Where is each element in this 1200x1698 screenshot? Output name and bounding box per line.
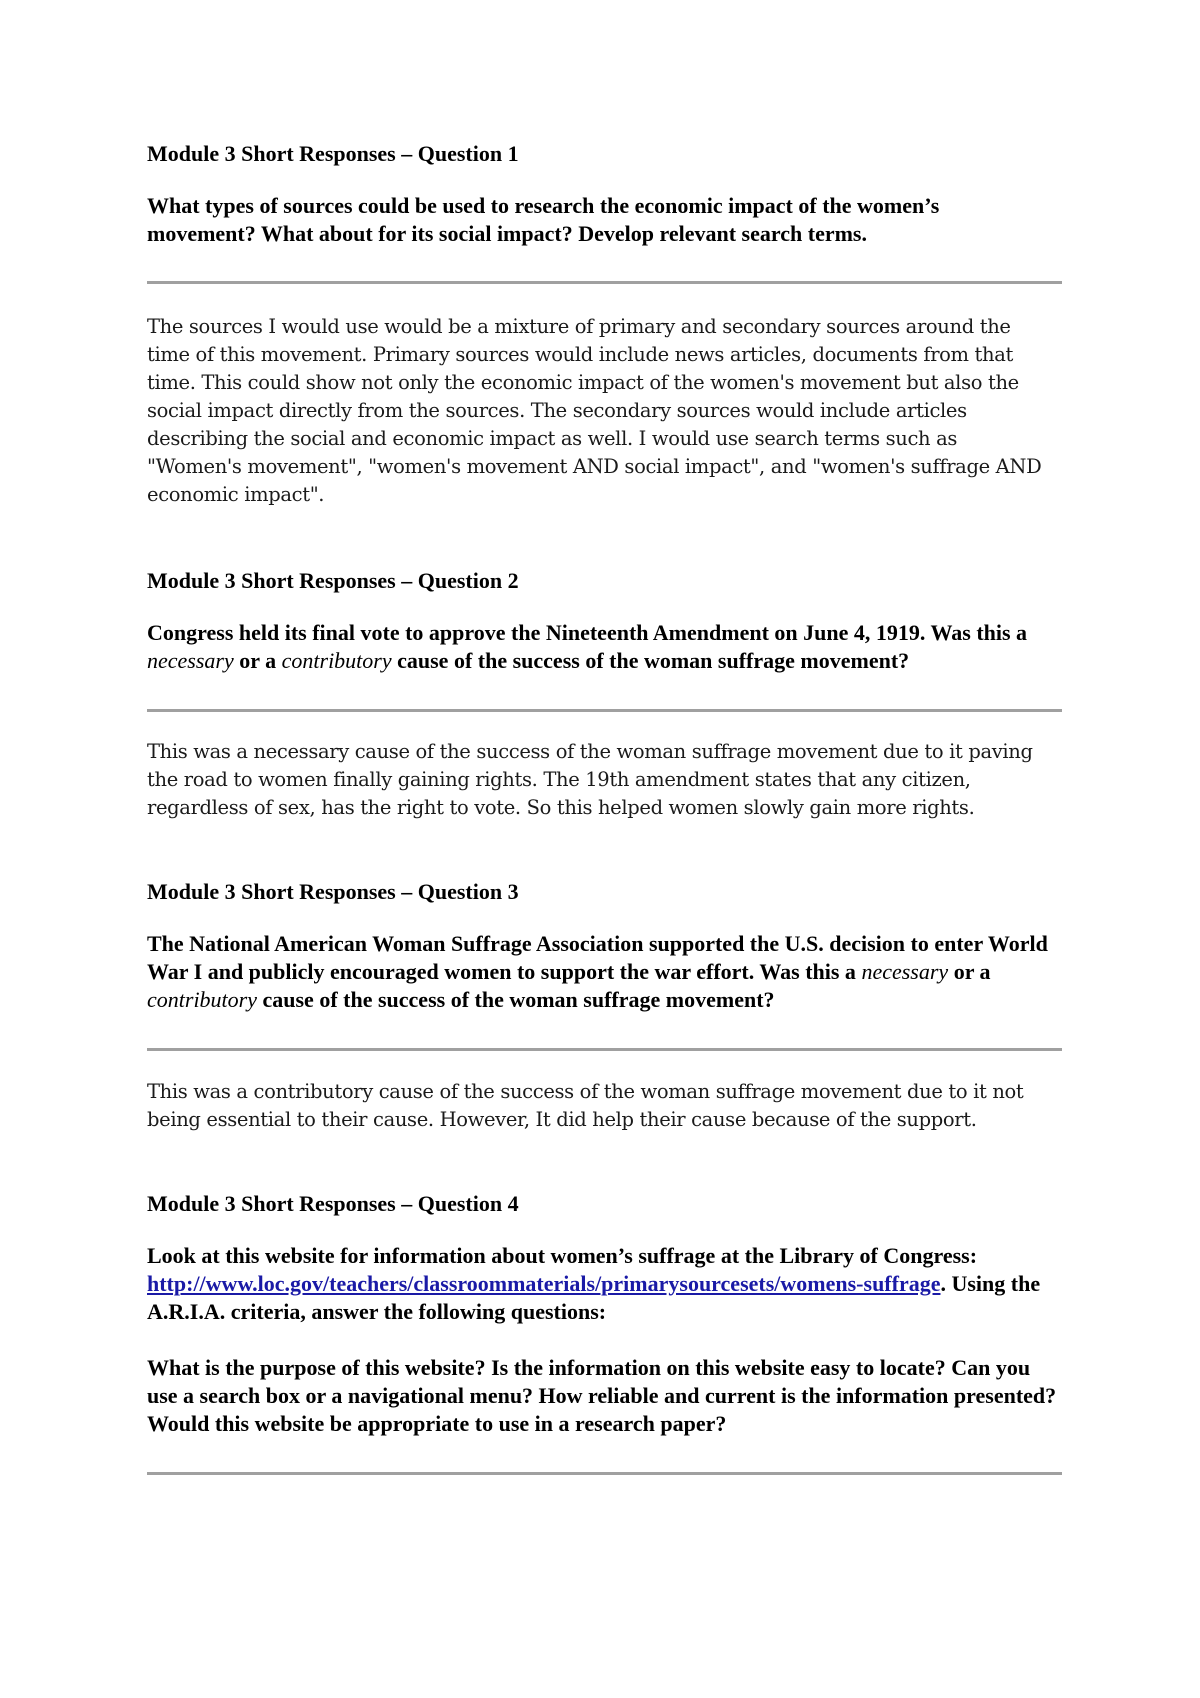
prompt-emphasis: contributory [147,987,257,1012]
question-prompt-followup: What is the purpose of this website? Is the information on this website easy to locate? Can you use a search box or a navigational menu? How reliable and current is the information presented? Would this website be appropriate to use in a research paper? [147,1355,1057,1436]
question-prompt [147,1242,1062,1326]
question-heading: Module 3 Short Responses – Question 1 [147,141,519,166]
prompt-text: or a [953,959,991,984]
prompt-text: . Using the A.R.I.A. criteria, answer the following questions: [147,1271,1041,1324]
loc-website-link[interactable]: http://www.loc.gov/teachers/classroommaterials/primarysourcesets/womens-suffrage [147,1271,941,1296]
prompt-emphasis: necessary [147,648,234,673]
question-4 [147,1190,1067,1475]
answer-divider [147,709,1062,712]
document-page [147,140,1067,1475]
question-heading: Module 3 Short Responses – Question 2 [147,568,519,593]
prompt-text: cause of the success of the woman suffrage movement? [262,987,775,1012]
answer-divider [147,1048,1062,1051]
question-3 [147,878,1067,1134]
answer-text: This was a contributory cause of the success of the woman suffrage movement due to it not being essential to their cause. However, It did help their cause because of the support. [147,1080,1024,1131]
prompt-emphasis: necessary [861,959,949,984]
question-prompt: What types of sources could be used to research the economic impact of the women’s movement? What about for its social impact? Develop relevant search terms. [147,193,940,246]
prompt-text: cause of the success of the woman suffrage movement? [397,648,910,673]
question-heading: Module 3 Short Responses – Question 4 [147,1191,519,1216]
question-1 [147,140,1067,509]
question-prompt [147,619,1067,675]
question-heading: Module 3 Short Responses – Question 3 [147,879,519,904]
answer-divider [147,1472,1062,1475]
question-prompt [147,930,1052,1014]
prompt-text: Look at this website for information about women’s suffrage at the Library of Congress: [147,1243,978,1268]
answer-text: This was a necessary cause of the success of the woman suffrage movement due to it paving the road to women finally gaining rights. The 19th amendment states that any citizen, regardless of sex, has the right to vote. So this helped women slowly gain more rights. [147,740,1033,819]
prompt-text: The National American Woman Suffrage Association supported the U.S. decision to enter World War I and publicly encouraged women to support the war effort. Was this a [147,931,1048,984]
prompt-text: Congress held its final vote to approve the Nineteenth Amendment on June 4, 1919. Was this a [147,620,1028,645]
question-2 [147,567,1067,822]
prompt-emphasis: contributory [281,648,392,673]
answer-text: The sources I would use would be a mixture of primary and secondary sources around the time of this movement. Primary sources would include news articles, documents from that time. This could show not only the economic impact of the women's movement but also the social impact directly from the sources. The secondary sources would include articles describing the social and economic impact as well. I would use search terms such as "Women's movement", "women's movement AND social impact", and "women's suffrage AND economic impact". [147,315,1042,506]
answer-divider [147,281,1062,284]
prompt-text: or a [239,648,277,673]
